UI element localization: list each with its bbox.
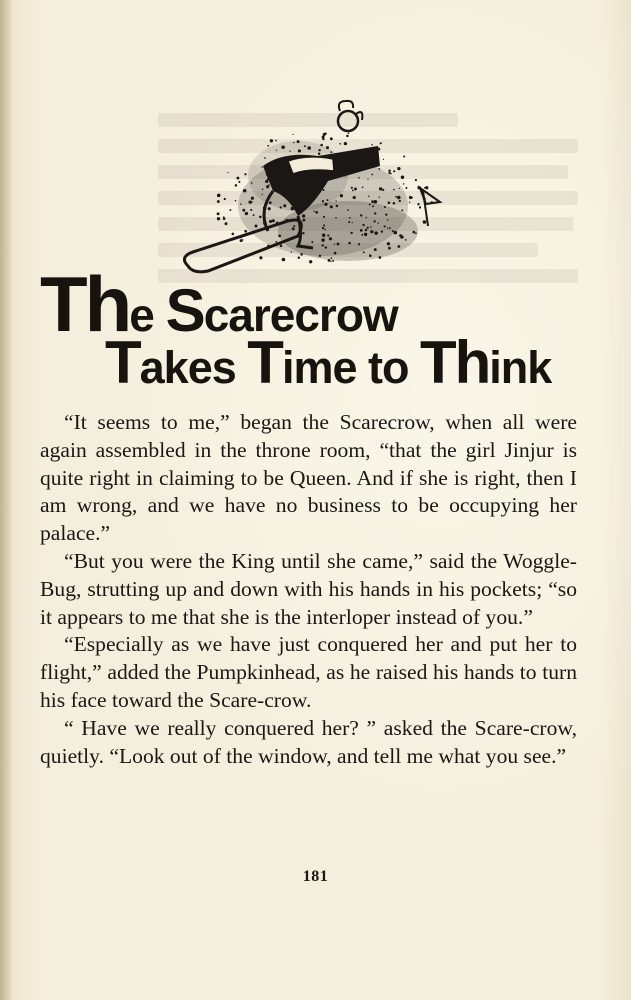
speckle-dot	[364, 233, 367, 236]
speckle-dot	[348, 132, 349, 133]
speckle-dot	[281, 146, 284, 149]
speckle-dot	[388, 169, 390, 171]
speckle-dot	[249, 201, 252, 204]
speckle-dot	[358, 177, 360, 179]
speckle-dot	[314, 211, 315, 212]
title-word-think-rest: ink	[489, 342, 552, 393]
speckle-dot	[321, 238, 324, 241]
speckle-dot	[236, 177, 239, 180]
speckle-dot	[304, 145, 306, 147]
speckle-dot	[269, 201, 272, 204]
chapter-title-line-2	[105, 329, 552, 399]
speckle-dot	[424, 187, 426, 189]
speckle-dot	[334, 243, 335, 244]
speckle-dot	[334, 252, 337, 255]
speckle-dot	[399, 188, 400, 189]
speckle-dot	[325, 246, 327, 248]
speckle-dot	[361, 234, 363, 236]
speckle-dot	[292, 134, 293, 135]
speckle-dot	[353, 196, 356, 199]
page-number: 181	[302, 868, 329, 885]
speckle-dot	[283, 204, 286, 207]
speckle-dot	[393, 189, 395, 191]
speckle-dot	[244, 173, 246, 175]
speckle-dot	[360, 229, 363, 232]
speckle-dot	[388, 247, 391, 250]
speckle-dot	[265, 180, 268, 183]
speckle-dot	[403, 155, 405, 157]
flag	[420, 188, 440, 204]
speckle-dot	[315, 211, 318, 214]
speckle-dot	[365, 229, 367, 231]
speckle-dot	[390, 173, 392, 175]
speckle-dot	[347, 209, 349, 211]
scarecrow-illustration	[148, 96, 448, 286]
speckle-dot	[311, 241, 313, 243]
speckle-dot	[232, 233, 235, 236]
speckle-dot	[371, 200, 374, 203]
speckle-dot	[322, 200, 324, 202]
speckle-dot	[346, 135, 349, 138]
speckle-dot	[269, 220, 272, 223]
speckle-dot	[367, 179, 368, 180]
speckle-dot	[292, 227, 295, 230]
speckle-dot	[381, 231, 383, 233]
speckle-dot	[300, 253, 303, 256]
speckle-dot	[262, 189, 264, 191]
title-initial-s: S	[165, 277, 204, 344]
speckle-dot	[235, 200, 237, 202]
speckle-dot	[379, 256, 382, 259]
speckle-dot	[217, 217, 220, 220]
speckle-dot	[405, 239, 407, 241]
title-initial-t2: T	[247, 329, 282, 396]
speckle-dot	[259, 256, 262, 259]
speckle-dot	[217, 212, 220, 215]
speckle-dot	[340, 194, 343, 197]
speckle-dot	[318, 153, 321, 156]
speckle-dot	[370, 226, 371, 227]
speckle-dot	[224, 198, 226, 200]
speckle-dot	[270, 139, 273, 142]
speckle-dot	[417, 203, 419, 205]
speckle-dot	[398, 245, 401, 248]
speckle-dot	[282, 258, 286, 262]
speckle-dot	[378, 168, 380, 170]
speckle-dot	[368, 196, 370, 198]
speckle-dot	[327, 235, 329, 237]
title-initial-th2: Th	[419, 329, 490, 396]
speckle-dot	[262, 194, 263, 195]
speckle-dot	[278, 235, 281, 238]
speckle-dot	[389, 227, 391, 229]
speckle-dot	[223, 217, 226, 220]
speckle-dot	[405, 187, 407, 189]
speckle-dot	[267, 145, 269, 147]
speckle-dot	[330, 238, 332, 240]
speckle-dot	[371, 144, 373, 146]
speckle-dot	[362, 224, 364, 226]
speckle-dot	[360, 214, 362, 216]
speckle-dot	[344, 142, 347, 145]
speckle-dot	[321, 244, 323, 246]
speckle-dot	[319, 255, 321, 257]
speckle-dot	[415, 232, 417, 234]
speckle-dot	[244, 230, 247, 233]
speckle-dot	[374, 200, 377, 203]
speckle-dot	[352, 222, 353, 223]
speckle-dot	[350, 232, 352, 234]
speckle-dot	[320, 144, 323, 147]
speckle-dot	[382, 189, 384, 191]
speckle-dot	[322, 227, 324, 229]
speckle-dot	[297, 140, 300, 143]
speckle-dot	[348, 221, 350, 223]
speckle-dot	[339, 143, 341, 145]
speckle-dot	[372, 205, 374, 207]
speckle-dot	[388, 202, 391, 205]
speckle-dot	[324, 229, 326, 231]
speckle-dot	[420, 206, 421, 207]
speckle-dot	[243, 189, 246, 192]
speckle-dot	[374, 248, 377, 251]
speckle-dot	[369, 203, 371, 205]
speckle-dot	[276, 150, 277, 151]
speckle-dot	[335, 200, 336, 201]
speckle-dot	[397, 196, 401, 200]
speckle-dot	[323, 216, 325, 218]
speckle-dot	[393, 202, 396, 205]
speckle-dot	[255, 225, 258, 228]
speckle-dot	[259, 216, 262, 219]
speckle-dot	[352, 190, 354, 192]
speckle-dot	[385, 213, 387, 215]
speckle-dot	[251, 197, 254, 200]
speckle-dot	[409, 202, 410, 203]
speckle-dot	[322, 136, 325, 139]
speckle-dot	[387, 219, 388, 220]
speckle-dot	[293, 142, 294, 143]
speckle-dot	[369, 254, 372, 257]
speckle-dot	[251, 201, 253, 203]
speckle-dot	[383, 159, 384, 160]
speckle-dot	[253, 214, 255, 216]
speckle-dot	[394, 231, 398, 235]
speckle-dot	[384, 225, 386, 227]
speckle-dot	[323, 224, 325, 226]
speckle-dot	[403, 183, 405, 185]
speckle-dot	[411, 197, 413, 199]
speckle-dot	[235, 184, 238, 187]
speckle-dot	[217, 200, 220, 203]
speckle-dot	[351, 187, 353, 189]
speckle-dot	[322, 234, 325, 237]
speckle-dot	[227, 172, 228, 173]
speckle-dot	[399, 200, 401, 202]
title-word-takes-rest: akes	[139, 342, 248, 393]
speckle-dot	[348, 242, 351, 245]
speckle-dot	[401, 209, 403, 211]
speckle-dot	[330, 205, 333, 208]
chapter-body-text	[40, 409, 577, 770]
title-word-scarecrow-rest: carecrow	[203, 289, 398, 341]
speckle-dot	[392, 230, 394, 232]
speckle-dot	[379, 187, 382, 190]
speckle-dot	[387, 242, 390, 245]
speckle-dot	[335, 217, 337, 219]
speckle-dot	[302, 214, 305, 217]
speckle-dot	[324, 203, 327, 206]
speckle-dot	[251, 182, 253, 184]
speckle-dot	[384, 206, 386, 208]
speckle-dot	[349, 217, 351, 219]
speckle-dot	[423, 220, 427, 224]
title-word-time-to: ime to	[281, 342, 420, 393]
speckle-dot	[370, 230, 373, 233]
speckle-dot	[240, 239, 243, 242]
speckle-dot	[330, 151, 332, 153]
speckle-dot	[323, 133, 326, 136]
speckle-dot	[264, 157, 266, 159]
speckle-dot	[337, 242, 340, 245]
speckle-dot	[223, 216, 224, 217]
speckle-dot	[280, 245, 283, 248]
speckle-dot	[371, 174, 373, 176]
speckle-dot	[366, 217, 368, 219]
speckle-dot	[374, 212, 376, 214]
paragraph-1: “It seems to me,” began the Scarecrow, when all were again assembled in the throne room, “that the girl Jinjur is quite right in claiming to be Queen. And if she is right, then I am wrong, and we have no business to be occupying her palace.”	[40, 410, 577, 546]
speckle-dot	[336, 205, 338, 207]
speckle-dot	[378, 222, 379, 223]
speckle-dot	[318, 149, 320, 151]
speckle-dot	[242, 209, 245, 212]
speckle-dot	[387, 227, 388, 228]
speckle-dot	[379, 197, 380, 198]
speckle-dot	[302, 219, 305, 222]
speckle-dot	[397, 167, 400, 170]
speckle-dot	[289, 151, 290, 152]
figure-head	[338, 111, 358, 131]
speckle-dot	[358, 243, 360, 245]
title-word-the-rest: e	[129, 289, 166, 341]
speckle-dot	[298, 256, 300, 258]
speckle-dot	[374, 231, 378, 235]
speckle-dot	[327, 199, 329, 201]
speckle-dot	[225, 222, 228, 225]
speckle-dot	[331, 257, 333, 259]
speckle-dot	[302, 232, 304, 234]
speckle-dot	[362, 186, 364, 188]
speckle-dot	[322, 189, 324, 191]
speckle-dot	[367, 227, 369, 229]
title-initial-th: Th	[40, 260, 130, 348]
title-initial-t: T	[105, 329, 140, 396]
speckle-dot	[268, 184, 270, 186]
speckle-dot	[275, 140, 277, 142]
page-spine-shadow	[0, 0, 12, 1000]
speckle-dot	[229, 209, 231, 211]
speckle-dot	[374, 220, 376, 222]
speckle-dot	[326, 146, 329, 149]
chapter-title	[40, 262, 600, 402]
speckle-dot	[401, 176, 405, 180]
speckle-dot	[380, 142, 382, 144]
speckle-dot	[330, 137, 333, 140]
paragraph-3: “Especially as we have just conquered her and put her to flight,” added the Pumpkinhead, as he raised his hands to turn his face toward the Scare-crow.	[40, 632, 577, 712]
speckle-dot	[291, 251, 292, 252]
speckle-dot	[250, 209, 252, 211]
speckle-dot	[240, 203, 241, 204]
paragraph-4: “ Have we really conquered her? ” asked the Scare-crow, quietly. “Look out of the window, and tell me what you see.”	[40, 715, 577, 768]
speckle-dot	[268, 207, 271, 210]
speckle-dot	[238, 181, 240, 183]
speckle-dot	[280, 206, 282, 208]
speckle-dot	[393, 170, 395, 172]
speckle-dot	[298, 149, 301, 152]
speckle-dot	[412, 231, 415, 234]
speckle-dot	[400, 235, 403, 238]
speckle-dot	[261, 166, 262, 167]
speckle-dot	[415, 179, 417, 181]
speckle-dot	[275, 241, 277, 243]
speckle-dot	[293, 225, 295, 227]
speckle-dot	[272, 219, 275, 222]
speckle-dot	[395, 196, 397, 198]
speckle-dot	[307, 146, 311, 150]
speckle-dot	[217, 194, 221, 198]
speckle-dot	[245, 212, 248, 215]
paragraph-2: “But you were the King until she came,” said the Woggle-Bug, strutting up and down with his hands in his pockets; “so it appears to me that she is the interloper instead of you.”	[40, 548, 577, 629]
speckle-dot	[354, 187, 357, 190]
speckle-dot	[363, 251, 365, 253]
